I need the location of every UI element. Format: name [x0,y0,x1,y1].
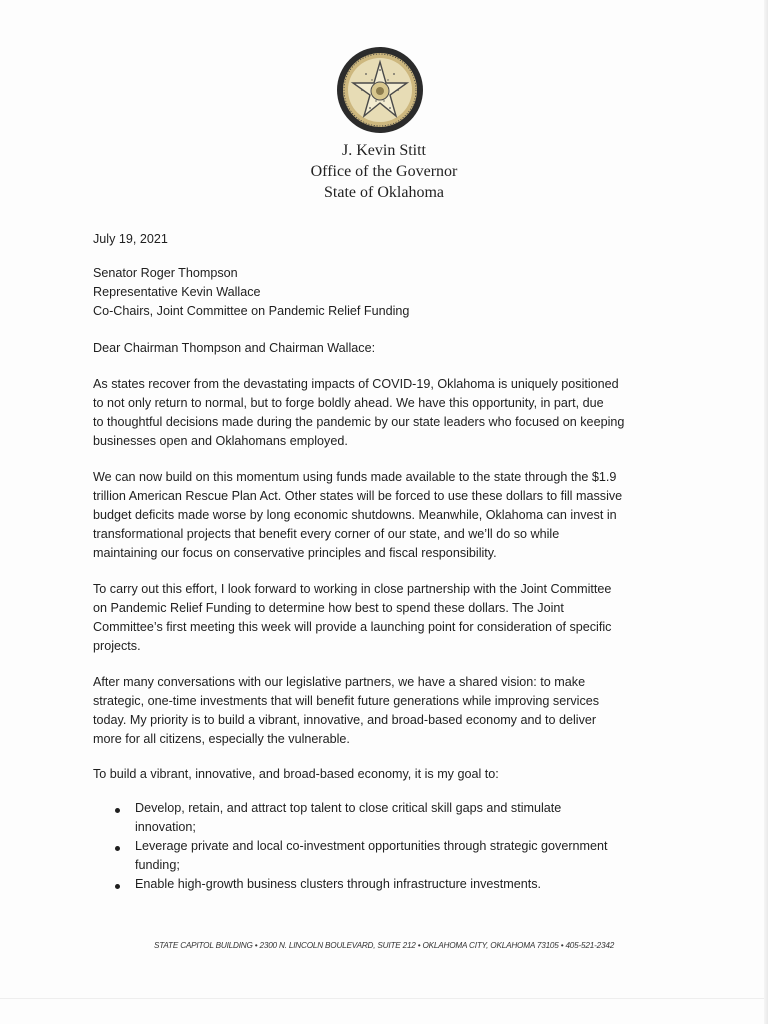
list-item: Enable high-growth business clusters through infrastructure investments. [135,877,542,891]
paragraph-line: to thoughtful decisions made during the pandemic by our state leaders who focused on keeping [93,415,625,429]
paragraph-line: projects. [93,639,141,653]
list-item: Leverage private and local co-investment opportunities through strategic government [135,839,608,853]
paragraph-line: transformational projects that benefit every corner of our state, and we’ll do so while [93,527,560,541]
recipient-line: Senator Roger Thompson [93,266,238,280]
paragraph-line: We can now build on this momentum using funds made available to the state through the $1.9 [93,470,617,484]
paragraph-line: businesses open and Oklahomans employed. [93,434,348,448]
paragraph-line: trillion American Rescue Plan Act. Other states will be forced to use these dollars to fill massive [93,489,623,503]
paragraph-line: To carry out this effort, I look forward to working in close partnership with the Joint Committee [93,582,612,596]
paragraph-line: As states recover from the devastating impacts of COVID-19, Oklahoma is uniquely positioned [93,377,619,391]
governor-name: J. Kevin Stitt [341,142,426,159]
letterhead [0,140,768,203]
bullet-icon [115,808,120,813]
paragraph-line: To build a vibrant, innovative, and broad-based economy, it is my goal to: [93,767,499,781]
salutation: Dear Chairman Thompson and Chairman Wallace: [93,341,376,355]
paragraph-line: today. My priority is to build a vibrant, innovative, and broad-based economy and to deliver [93,713,597,727]
recipient-line: Representative Kevin Wallace [93,285,261,299]
recipient-line: Co-Chairs, Joint Committee on Pandemic Relief Funding [93,304,410,318]
address-footer: STATE CAPITOL BUILDING • 2300 N. LINCOLN BOULEVARD, SUITE 212 • OKLAHOMA CITY, OKLAHOMA 73105 • 405-521-2342 [153,941,615,950]
paragraph-line: Committee’s first meeting this week will provide a launching point for consideration of specific [93,620,612,634]
letter-date: July 19, 2021 [93,232,168,246]
office-title: Office of the Governor [310,163,458,180]
page-edge-shadow [764,0,768,1024]
page-edge-divider [0,998,768,999]
paragraph-line: budget deficits made worse by long economic shutdowns. Meanwhile, Oklahoma can invest in [93,508,617,522]
oklahoma-state-seal-icon [336,46,424,134]
list-item: Develop, retain, and attract top talent to close critical skill gaps and stimulate [135,801,562,815]
bullet-icon [115,884,120,889]
paragraph-line: maintaining our focus on conservative principles and fiscal responsibility. [93,546,497,560]
list-item-continuation: innovation; [135,820,196,834]
paragraph-line: After many conversations with our legislative partners, we have a shared vision: to make [93,675,586,689]
state-name: State of Oklahoma [324,184,444,201]
paragraph-line: on Pandemic Relief Funding to determine how best to spend these dollars. The Joint [93,601,564,615]
paragraph-line: strategic, one-time investments that will benefit future generations while improving services [93,694,600,708]
bullet-icon [115,846,120,851]
paragraph-line: more for all citizens, especially the vulnerable. [93,732,350,746]
list-item-continuation: funding; [135,858,180,872]
paragraph-line: to not only return to normal, but to forge boldly ahead. We have this opportunity, in part, due [93,396,604,410]
